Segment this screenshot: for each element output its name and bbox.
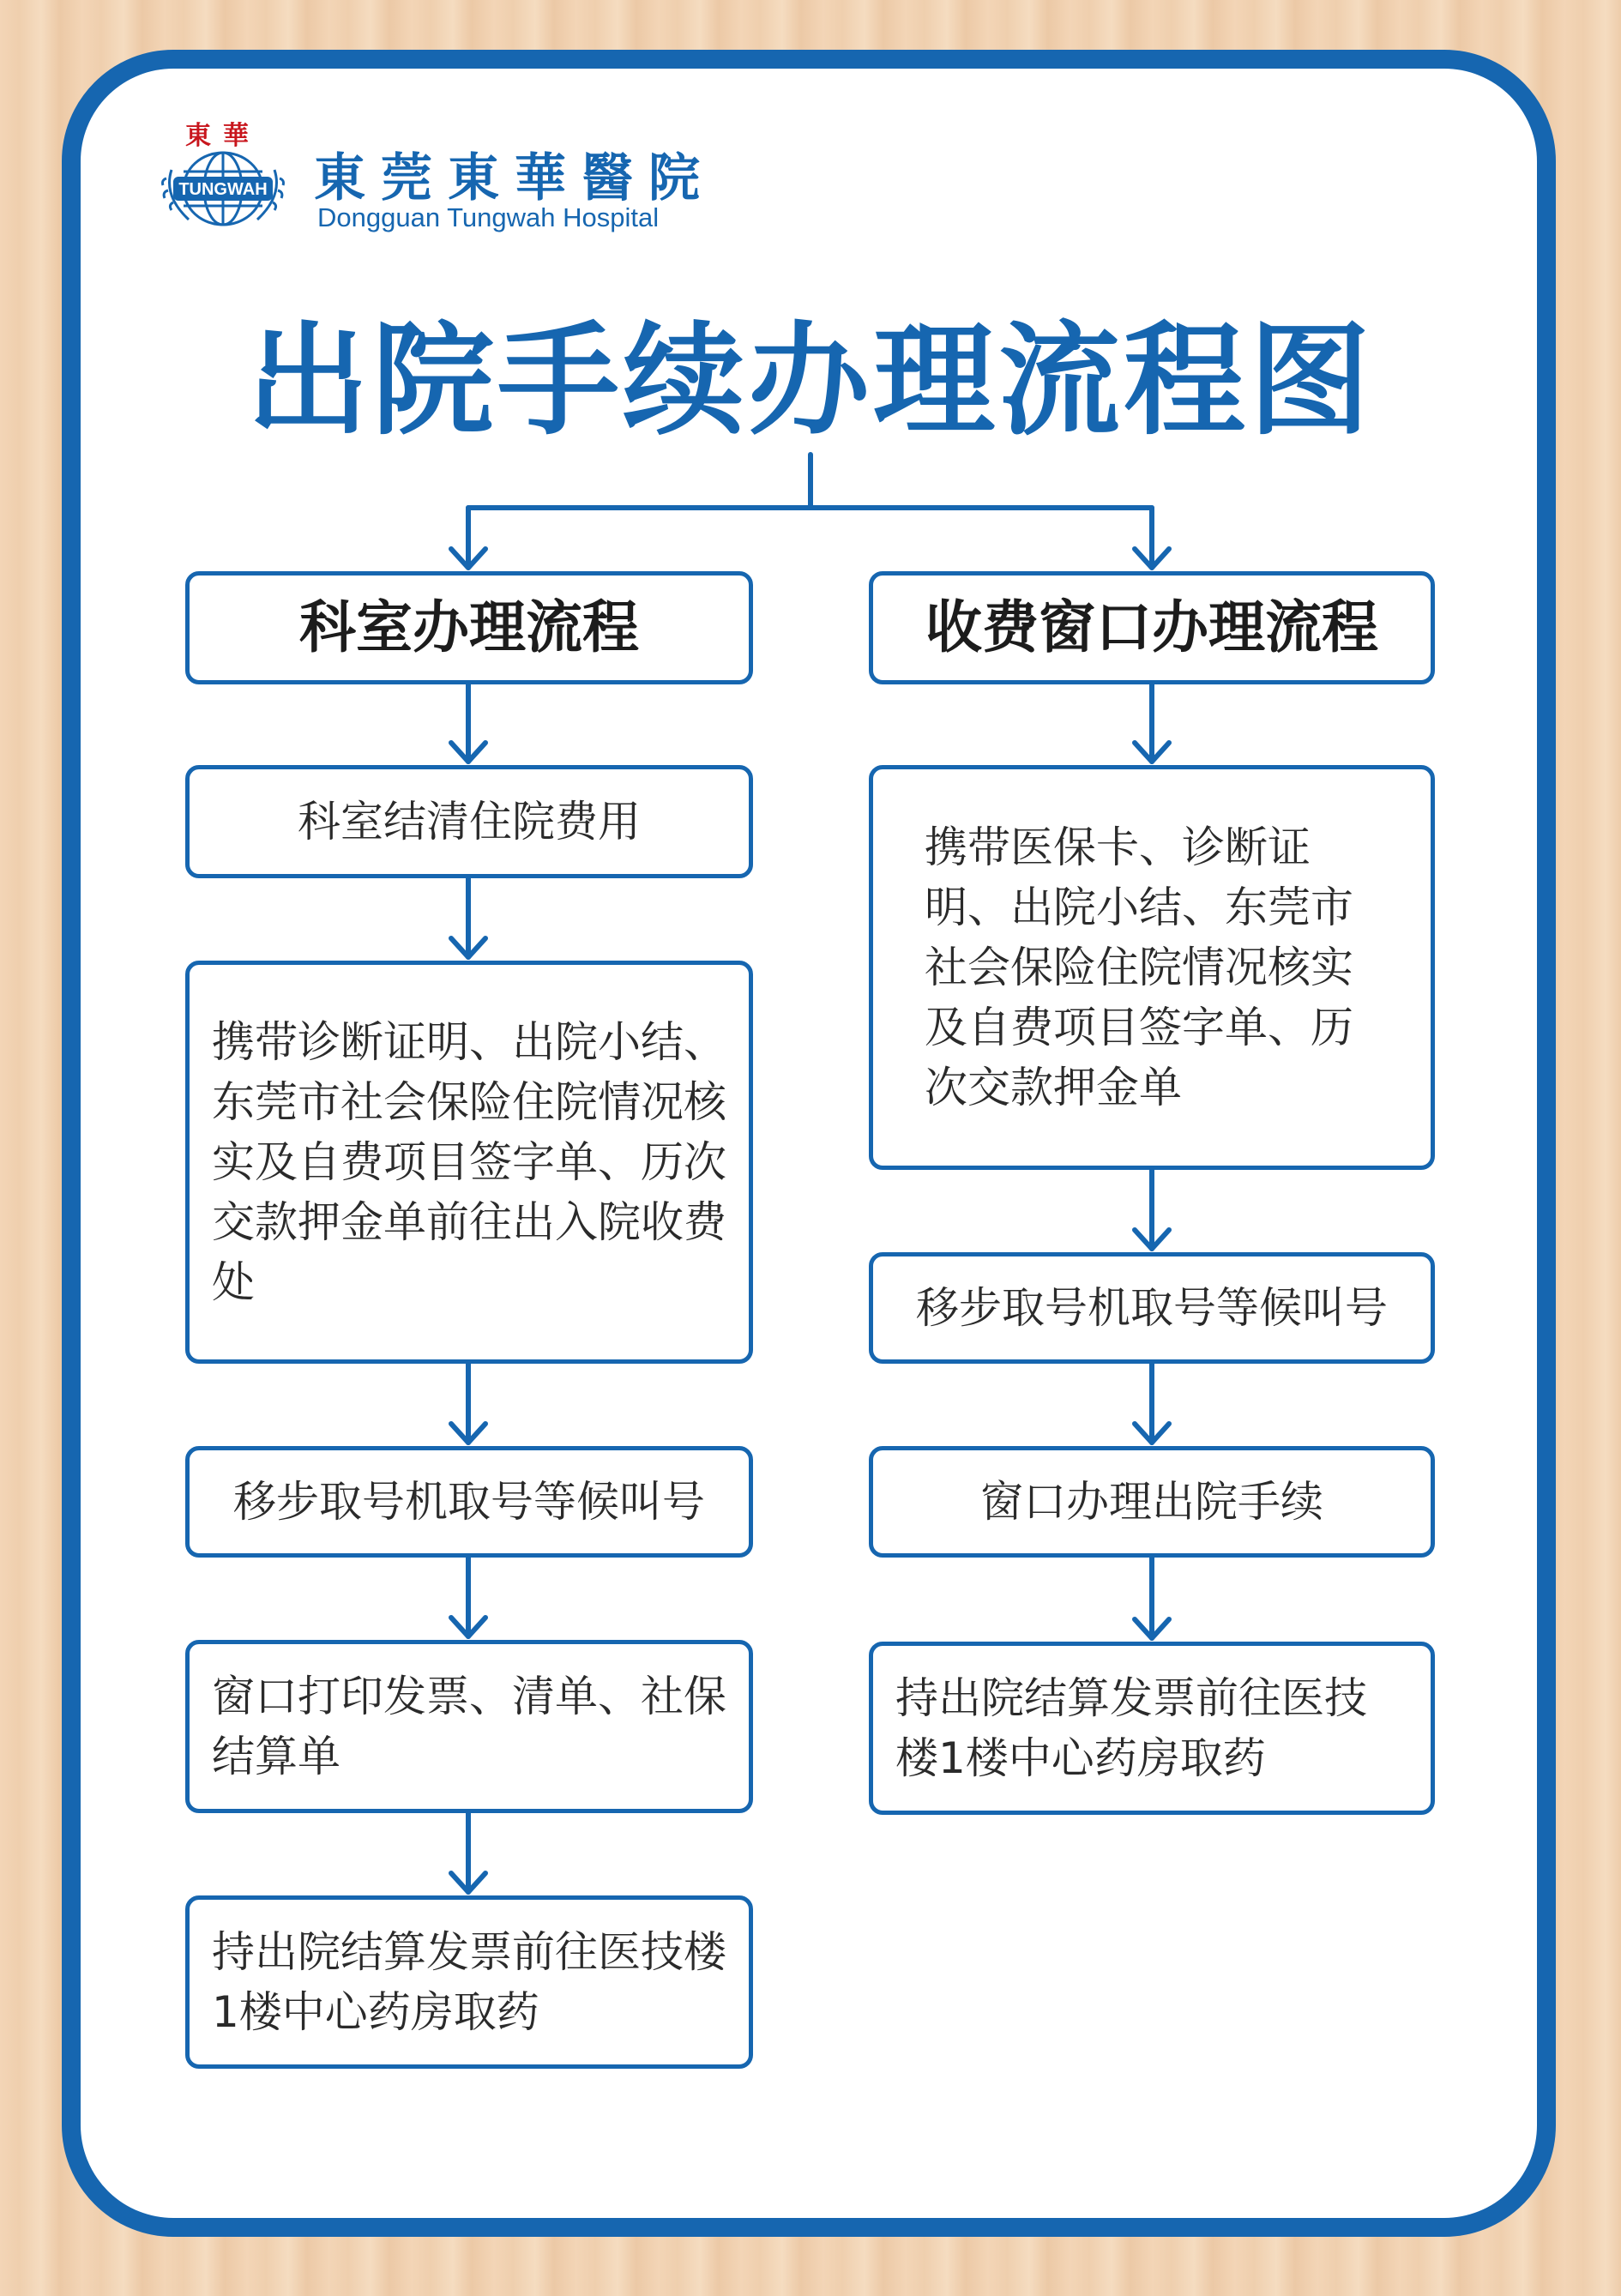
logo-top-text: 東華 (185, 121, 261, 151)
right-step-3: 窗口办理出院手续 (869, 1446, 1435, 1558)
left-step-4 (185, 1640, 753, 1813)
left-step-2 (185, 961, 753, 1364)
left-step-3: 移步取号机取号等候叫号 (185, 1446, 753, 1558)
hospital-name-cn: 東莞東華醫院 (314, 148, 715, 208)
left-step-2-text: 携带诊断证明、出院小结、东莞市社会保险住院情况核实及自费项目签字单、历次交款押金单前往出入院收费处 (212, 1017, 726, 1307)
hospital-name-en: Dongguan Tungwah Hospital (317, 202, 660, 232)
right-step-1-text: 携带医保卡、诊断证明、出院小结、东莞市社会保险住院情况核实及自费项目签字单、历次交款押金单 (925, 823, 1353, 1112)
left-step-5 (185, 1895, 753, 2069)
right-step-4 (869, 1642, 1435, 1815)
right-step-2: 移步取号机取号等候叫号 (869, 1252, 1435, 1364)
left-step-5-text: 持出院结算发票前往医技楼1楼中心药房取药 (212, 1927, 726, 2037)
right-step-4-text: 持出院结算发票前往医技楼1楼中心药房取药 (895, 1673, 1367, 1783)
right-step-1 (869, 765, 1435, 1170)
left-flow-header: 科室办理流程 (185, 571, 753, 684)
page-title: 出院手续办理流程图 (247, 310, 1374, 452)
left-step-4-text: 窗口打印发票、清单、社保结算单 (212, 1672, 726, 1781)
right-flow-header: 收费窗口办理流程 (869, 571, 1435, 684)
left-step-1: 科室结清住院费用 (185, 765, 753, 878)
logo-badge-text: TUNGWAH (178, 180, 268, 199)
